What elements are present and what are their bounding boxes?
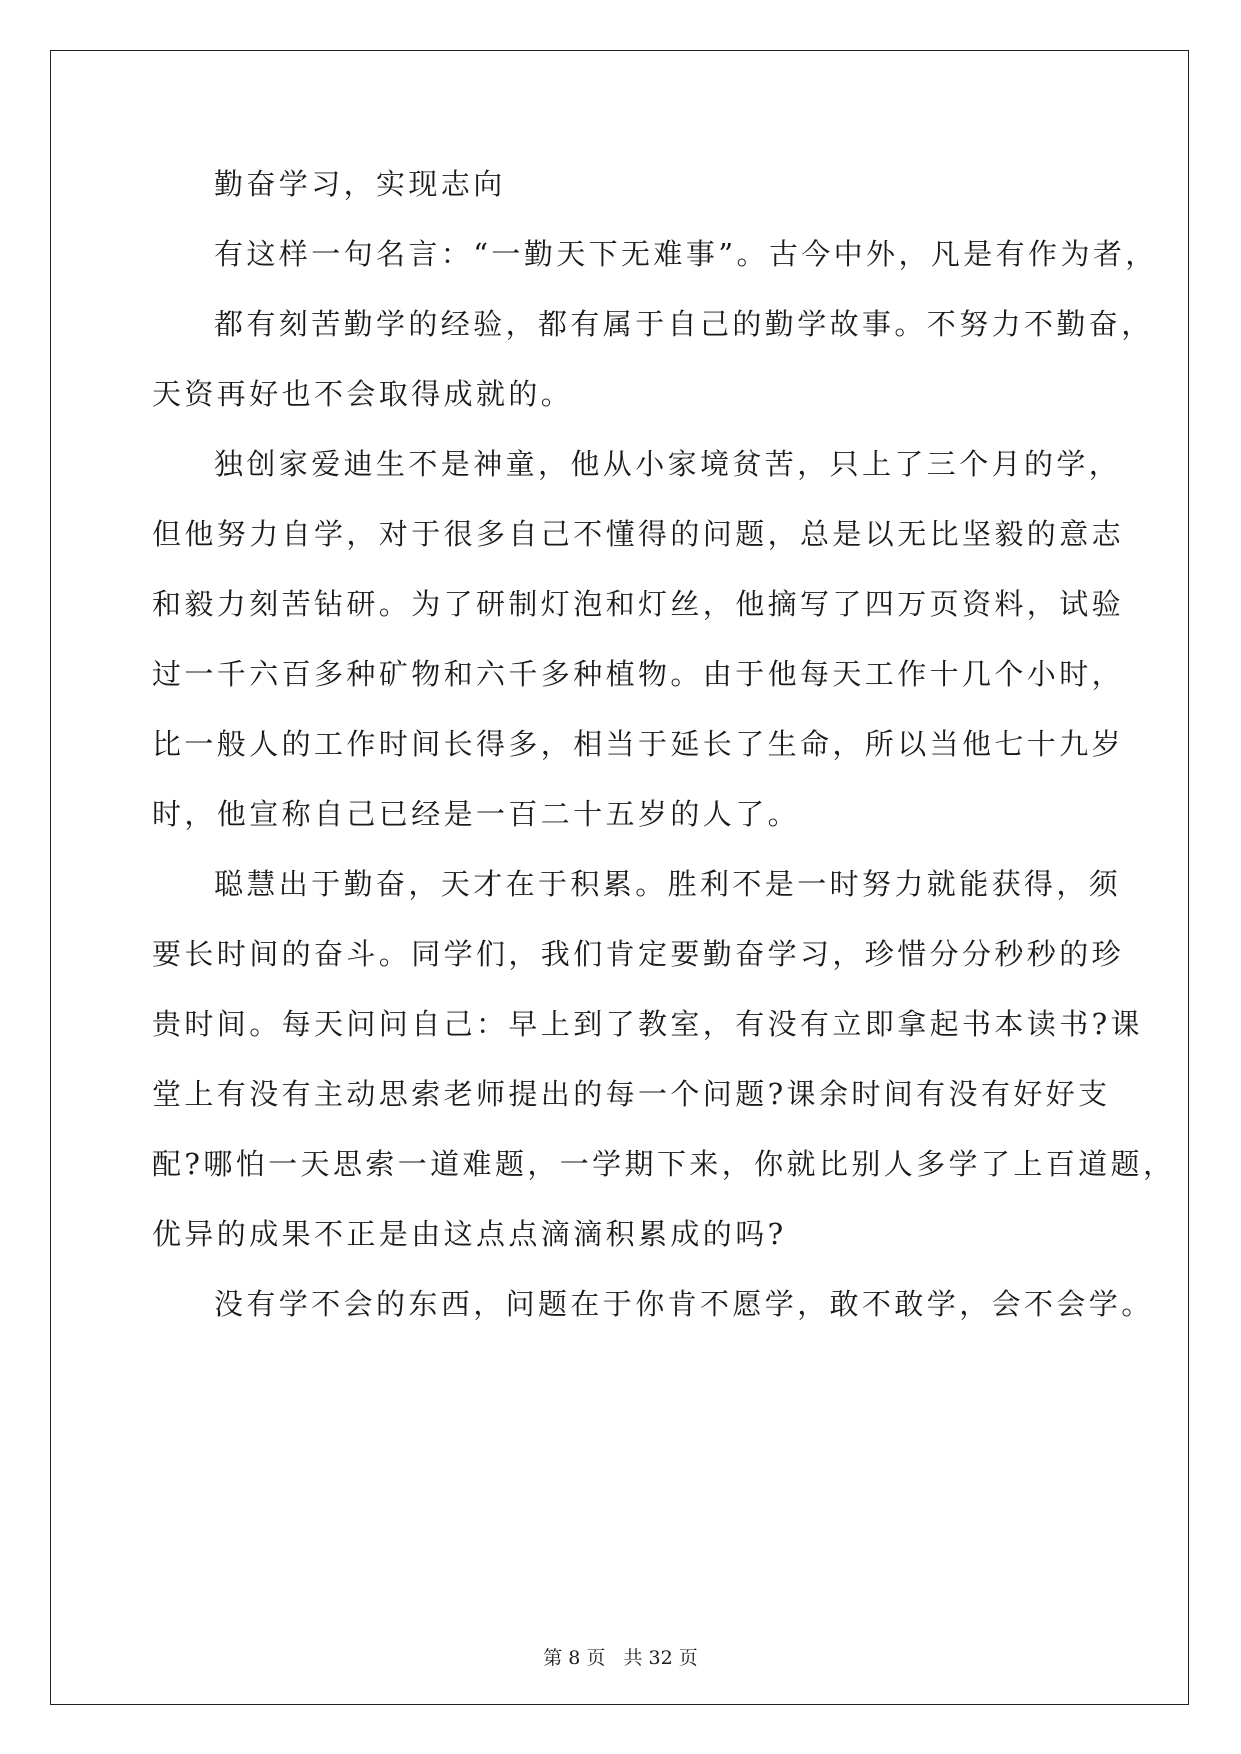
text-line: 过一千六百多种矿物和六千多种植物。由于他每天工作十几个小时， — [152, 657, 1125, 691]
page-total: 共 32 页 — [623, 1647, 698, 1669]
text-line: 时，他宣称自己已经是一百二十五岁的人了。 — [152, 797, 801, 831]
text-line: 但他努力自学，对于很多自己不懂得的问题，总是以无比坚毅的意志 — [152, 517, 1125, 551]
text-line: 堂上有没有主动思索老师提出的每一个问题?课余时间有没有好好支 — [152, 1077, 1111, 1111]
text-line: 要长时间的奋斗。同学们，我们肯定要勤奋学习，珍惜分分秒秒的珍 — [152, 937, 1125, 971]
text-line: 优异的成果不正是由这点点滴滴积累成的吗? — [152, 1217, 787, 1251]
text-line: 独创家爱迪生不是神童，他从小家境贫苦，只上了三个月的学， — [214, 447, 1122, 481]
text-line: 和毅力刻苦钻研。为了研制灯泡和灯丝，他摘写了四万页资料，试验 — [152, 587, 1125, 621]
text-line: 都有刻苦勤学的经验，都有属于自己的勤学故事。不努力不勤奋， — [214, 307, 1154, 341]
text-line: 比一般人的工作时间长得多，相当于延长了生命，所以当他七十九岁 — [152, 727, 1125, 761]
text-line: 天资再好也不会取得成就的。 — [152, 377, 574, 411]
heading-line: 勤奋学习，实现志向 — [214, 167, 506, 201]
page-number: 第 8 页 — [543, 1647, 606, 1669]
text-line: 没有学不会的东西，问题在于你肯不愿学，敢不敢学，会不会学。 — [214, 1287, 1154, 1321]
text-line: 聪慧出于勤奋，天才在于积累。胜利不是一时努力就能获得，须 — [214, 867, 1122, 901]
text-line: 配?哪怕一天思索一道难题，一学期下来，你就比别人多学了上百道题， — [152, 1147, 1176, 1181]
page-footer — [0, 1646, 1241, 1670]
text-line: 贵时间。每天问问自己：早上到了教室，有没有立即拿起书本读书?课 — [152, 1007, 1143, 1041]
text-line: 有这样一句名言：“一勤天下无难事”。古今中外，凡是有作为者， — [214, 237, 1158, 271]
